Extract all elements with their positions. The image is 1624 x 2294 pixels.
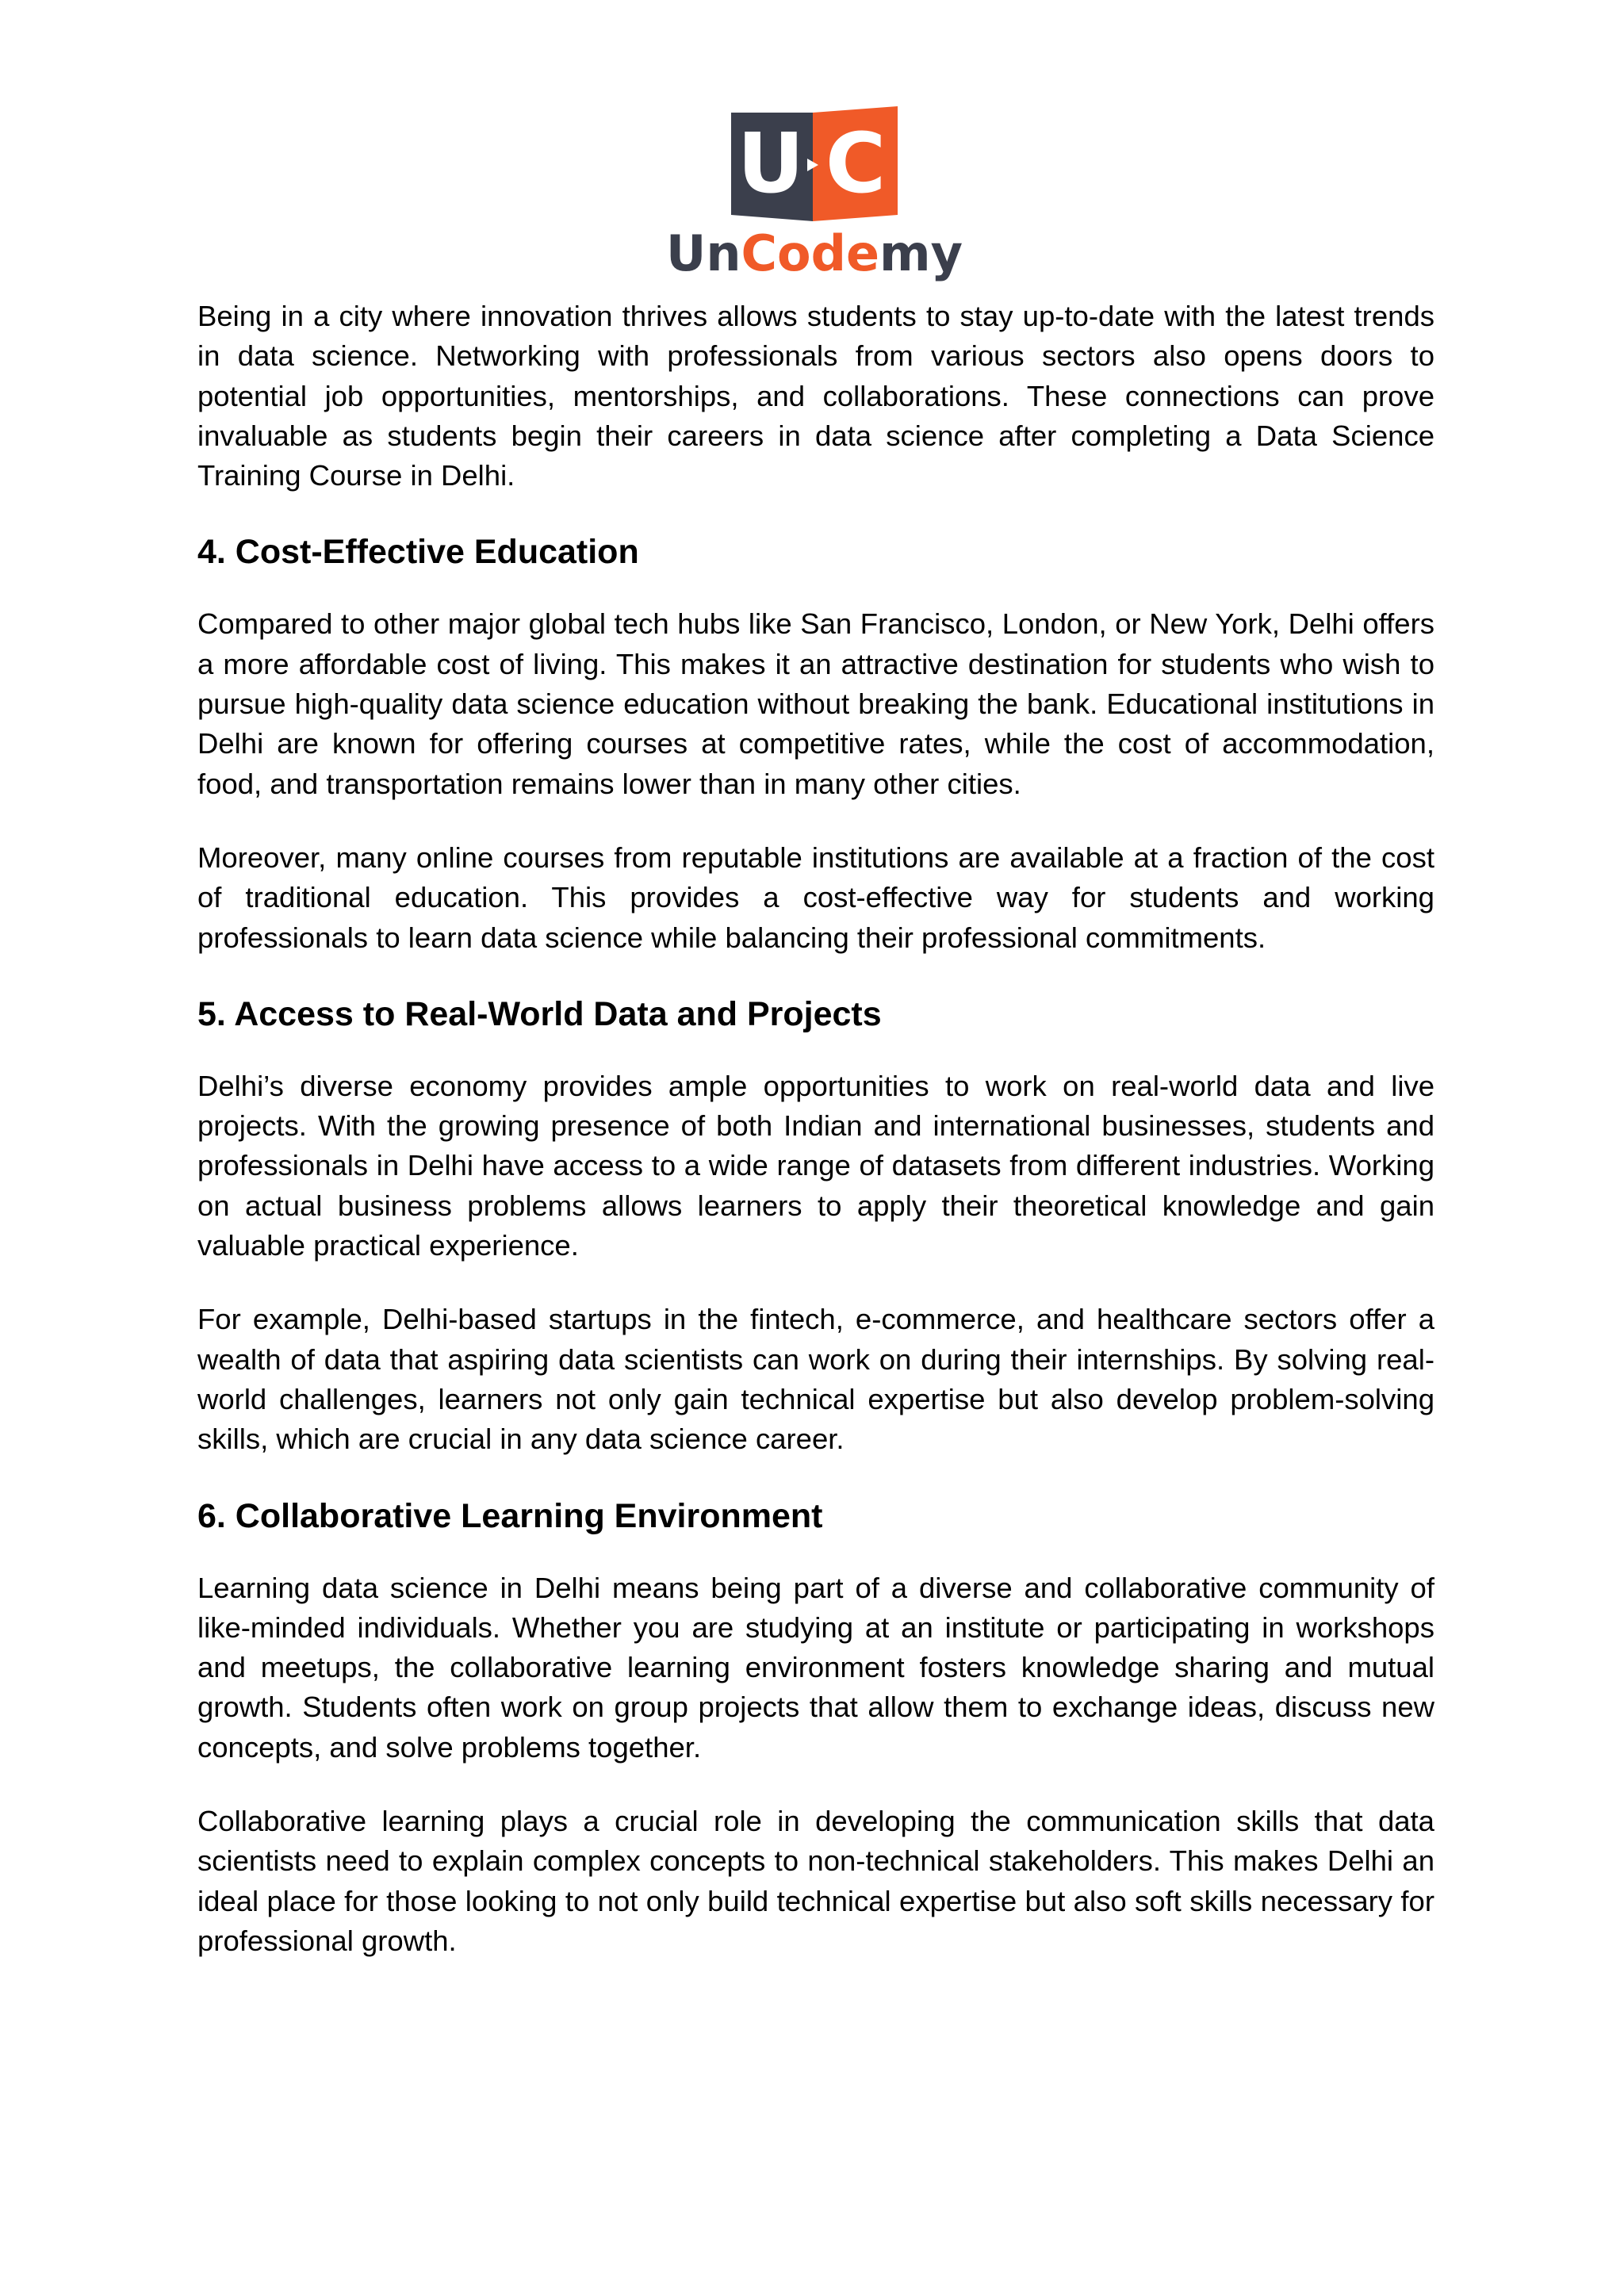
logo-word-part-1: Un <box>666 224 741 282</box>
section-6-heading: 6. Collaborative Learning Environment <box>197 1496 823 1535</box>
section-6-paragraph-2: Collaborative learning plays a crucial role in developing the communication skills that data scientists need to explain complex concepts to non-technical stakeholders. This makes Delhi an ideal place for those looking to not only build technical expertise but also soft skills necessary for professional growth. <box>197 1805 1434 1957</box>
section-4-heading: 4. Cost-Effective Education <box>197 533 639 572</box>
uncodemy-logo <box>666 101 963 285</box>
section-4-paragraph-1: Compared to other major global tech hubs like San Francisco, London, or New York, Delhi offers a more affordable cost of living. This makes it an attractive destination for students who wish to pursue high-quality data science education without breaking the bank. Educational institutions in Delhi are known for offering courses at competitive rates, while the cost of accommodation, food, and transportation remains lower than in many other cities. <box>197 607 1434 800</box>
document-body <box>197 297 1434 1995</box>
uc-logo-mark <box>731 106 898 221</box>
logo-word-part-3: my <box>879 224 963 282</box>
intro-paragraph: Being in a city where innovation thrives allows students to stay up-to-date with the latest trends in data science. Networking with professionals from various sectors also opens doors to potential job opportunities, mentorships, and collaborations. These connections can prove invaluable as students begin their careers in data science after completing a Data Science Training Course in Delhi. <box>197 300 1434 492</box>
logo-mark-right-letter: C <box>825 115 887 212</box>
logo-word-part-2: Code <box>741 224 880 282</box>
logo-wordmark <box>666 222 963 285</box>
section-5-heading: 5. Access to Real-World Data and Projects <box>197 994 882 1033</box>
logo-mark-left-letter: U <box>737 115 805 212</box>
section-5-paragraph-1: Delhi’s diverse economy provides ample opportunities to work on real-world data and live projects. With the growing presence of both Indian and international businesses, students and professionals in Delhi have access to a wide range of datasets from different industries. Working on actual business problems allows learners to apply their theoretical knowledge and gain valuable practical experience. <box>197 1069 1434 1262</box>
section-4-paragraph-2: Moreover, many online courses from reputable institutions are available at a fraction of the cost of traditional education. This provides a cost-effective way for students and working professionals to learn data science while balancing their professional commitments. <box>197 841 1434 954</box>
section-6-paragraph-1: Learning data science in Delhi means being part of a diverse and collaborative community of like-minded individuals. Whether you are studying at an institute or participating in workshops and meetups, the collaborative learning environment fosters knowledge sharing and mutual growth. Students often work on group projects that allow them to exchange ideas, discuss new concepts, and solve problems together. <box>197 1571 1434 1764</box>
section-5-paragraph-2: For example, Delhi-based startups in the fintech, e-commerce, and healthcare sectors offer a wealth of data that aspiring data scientists can work on during their internships. By solving real-world challenges, learners not only gain technical expertise but also develop problem-solving skills, which are crucial in any data science career. <box>197 1303 1434 1456</box>
